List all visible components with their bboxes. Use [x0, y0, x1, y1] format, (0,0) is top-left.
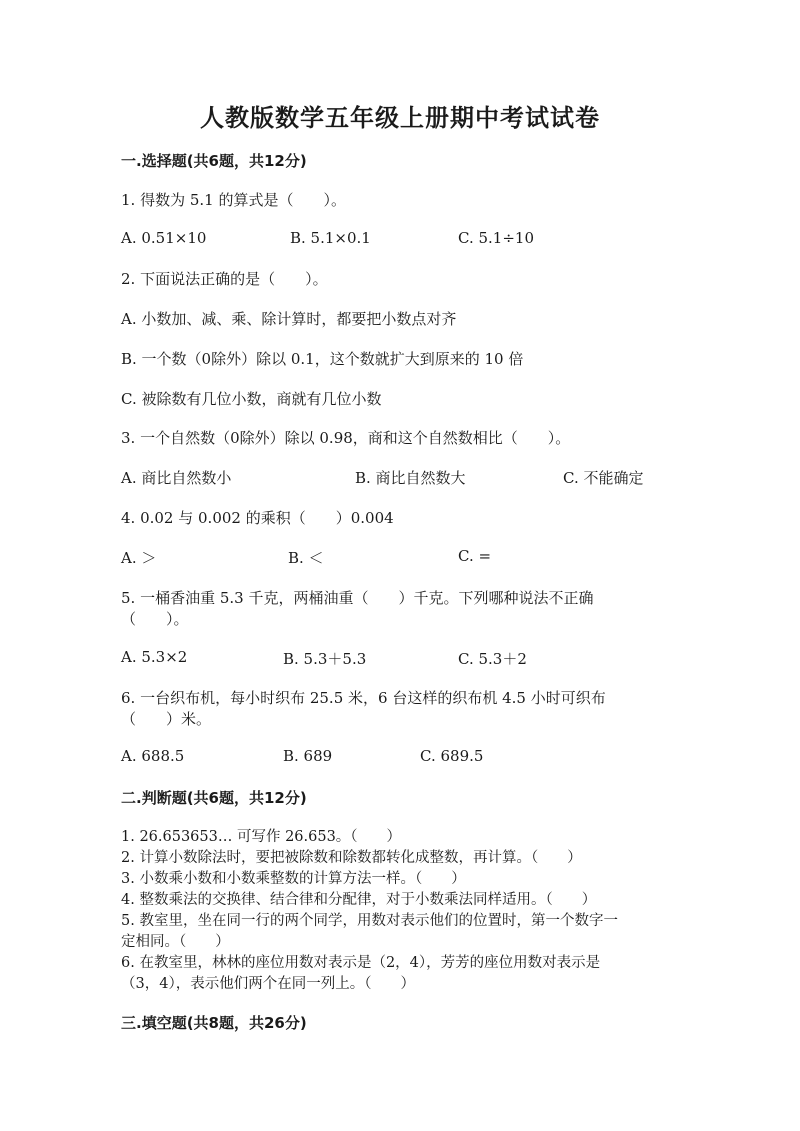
tf-question-line: 4. 整数乘法的交换律、结合律和分配律，对于小数乘法同样适用。（ ）: [121, 892, 597, 908]
question-6-stem-line-2: （ ）米。: [121, 710, 212, 728]
section-heading-fill-blank: 三.填空题(共8题，共26分): [121, 1014, 307, 1032]
tf-question-line: 3. 小数乘小数和小数乘整数的计算方法一样。（ ）: [121, 871, 466, 887]
question-2-option-c: C. 被除数有几位小数，商就有几位小数: [121, 390, 382, 408]
question-6-option-a: A. 688.5: [121, 747, 185, 765]
question-1-option-a: A. 0.51×10: [121, 229, 207, 247]
question-5-option-b: B. 5.3＋5.3: [283, 650, 367, 668]
section-heading-true-false: 二.判断题(共6题，共12分): [121, 789, 307, 807]
tf-question-line: 6. 在教室里，林林的座位用数对表示是（2，4），芳芳的座位用数对表示是: [121, 955, 601, 971]
question-4-stem: 4. 0.02 与 0.002 的乘积（ ）0.004: [121, 509, 394, 527]
tf-question-line: 5. 教室里，坐在同一行的两个同学，用数对表示他们的位置时，第一个数字一: [121, 913, 618, 929]
section-heading-choice: 一.选择题(共6题，共12分): [121, 152, 307, 170]
question-1-stem: 1. 得数为 5.1 的算式是（ ）。: [121, 191, 346, 209]
tf-question-line: （3，4），表示他们两个在同一列上。（ ）: [121, 976, 415, 992]
question-6-option-b: B. 689: [283, 747, 333, 765]
question-2-option-a: A. 小数加、减、乘、除计算时，都要把小数点对齐: [121, 310, 457, 328]
question-2-option-b: B. 一个数（0除外）除以 0.1，这个数就扩大到原来的 10 倍: [121, 350, 524, 368]
question-5-stem-line-1: 5. 一桶香油重 5.3 千克，两桶油重（ ）千克。下列哪种说法不正确: [121, 589, 594, 607]
tf-question-line: 定相同。（ ）: [121, 934, 230, 950]
question-2-stem: 2. 下面说法正确的是（ ）。: [121, 270, 328, 288]
page-title: 人教版数学五年级上册期中考试试卷: [200, 104, 600, 132]
question-3-option-a: A. 商比自然数小: [121, 469, 232, 487]
question-1-option-c: C. 5.1÷10: [458, 229, 534, 247]
question-6-stem-line-1: 6. 一台织布机，每小时织布 25.5 米，6 台这样的织布机 4.5 小时可织布: [121, 689, 606, 707]
question-5-option-c: C. 5.3＋2: [458, 650, 527, 668]
question-5-stem-line-2: （ ）。: [121, 610, 189, 628]
question-5-option-a: A. 5.3×2: [121, 648, 188, 666]
question-3-stem: 3. 一个自然数（0除外）除以 0.98，商和这个自然数相比（ ）。: [121, 429, 571, 447]
question-4-option-b: B. ＜: [288, 549, 324, 567]
tf-question-line: 1. 26.653653… 可写作 26.653。（ ）: [121, 829, 402, 845]
question-4-option-c: C. =: [458, 547, 492, 565]
question-1-option-b: B. 5.1×0.1: [290, 229, 371, 247]
question-6-option-c: C. 689.5: [420, 747, 484, 765]
tf-question-line: 2. 计算小数除法时，要把被除数和除数都转化成整数，再计算。（ ）: [121, 850, 582, 866]
question-3-option-c: C. 不能确定: [563, 469, 644, 487]
question-3-option-b: B. 商比自然数大: [355, 469, 466, 487]
question-4-option-a: A. ＞: [121, 549, 157, 567]
